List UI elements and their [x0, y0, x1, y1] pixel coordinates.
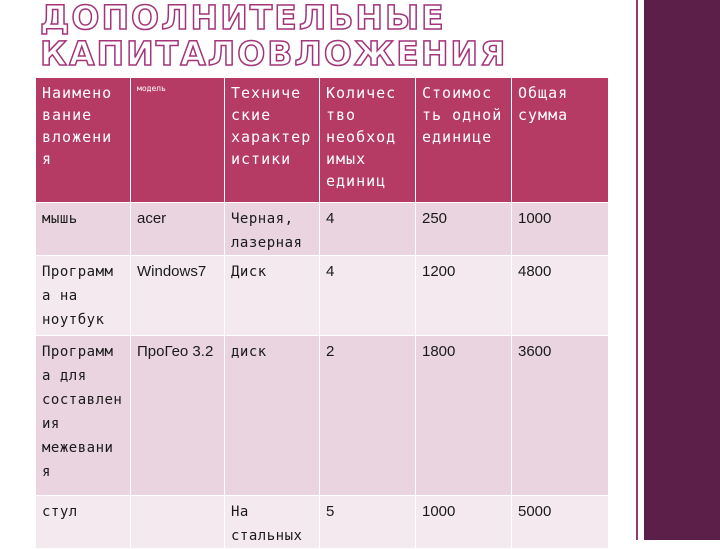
cell-name: мышь — [36, 203, 131, 256]
cell-total: 1000 — [512, 203, 609, 256]
cell-model: acer — [131, 203, 225, 256]
cell-total: 4800 — [512, 256, 609, 336]
cell-quantity: 2 — [320, 336, 416, 496]
cell-unit-cost: 1000 — [416, 496, 512, 549]
header-unit-cost: Стоимос ть одной единице — [416, 78, 512, 203]
table-row — [36, 336, 609, 496]
slide-title-line-1: ДОПОЛНИТЕЛЬНЫЕ — [40, 0, 446, 37]
cell-unit-cost: 1200 — [416, 256, 512, 336]
table-header-row — [36, 78, 609, 203]
cell-unit-cost: 250 — [416, 203, 512, 256]
header-quantity: Количес тво необход имых единиц — [320, 78, 416, 203]
cell-specs: На стальных — [225, 496, 320, 549]
header-technical-specs: Техниче ские характер истики — [225, 78, 320, 203]
table-row — [36, 496, 609, 549]
header-model: модель — [131, 78, 225, 203]
cell-name: Программ а на ноутбук — [36, 256, 131, 336]
cell-quantity: 4 — [320, 256, 416, 336]
slide-title-line-2: КАПИТАЛОВЛОЖЕНИЯ — [40, 34, 508, 73]
cell-name: стул — [36, 496, 131, 549]
slide-title — [40, 0, 507, 72]
cell-name: Программ а для составлен ия межевани я — [36, 336, 131, 496]
cell-quantity: 4 — [320, 203, 416, 256]
header-investment-name: Наимено вание вложени я — [36, 78, 131, 203]
cell-quantity: 5 — [320, 496, 416, 549]
decorative-side-bar — [644, 0, 720, 540]
header-total-sum: Общая сумма — [512, 78, 609, 203]
cell-total: 3600 — [512, 336, 609, 496]
cell-total: 5000 — [512, 496, 609, 549]
table-row — [36, 256, 609, 336]
cell-unit-cost: 1800 — [416, 336, 512, 496]
cell-specs: Диск — [225, 256, 320, 336]
cell-model: ПроГео 3.2 — [131, 336, 225, 496]
cell-model: Windows7 — [131, 256, 225, 336]
capital-investments-table — [35, 77, 609, 549]
decorative-divider-line — [636, 0, 638, 540]
cell-specs: Черная, лазерная — [225, 203, 320, 256]
table-row — [36, 203, 609, 256]
cell-model — [131, 496, 225, 549]
cell-specs: диск — [225, 336, 320, 496]
